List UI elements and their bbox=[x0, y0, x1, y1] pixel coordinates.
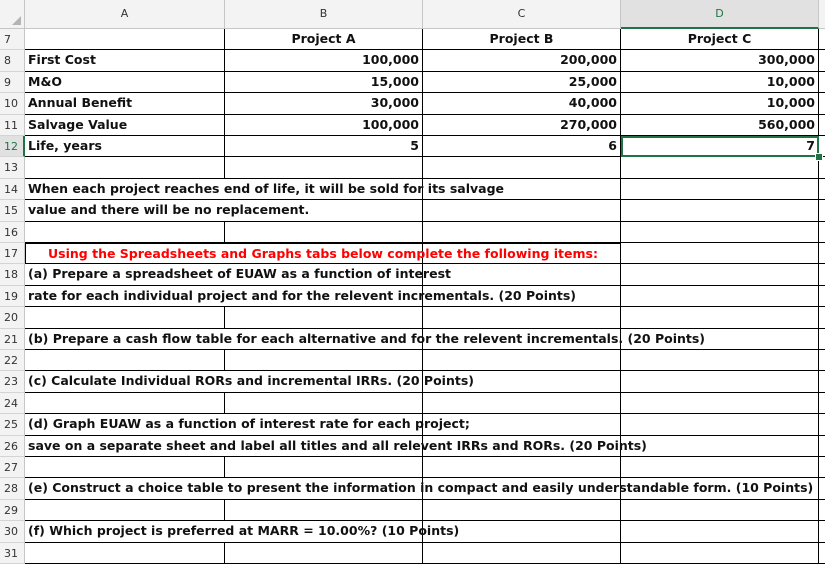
grid-cell[interactable] bbox=[621, 436, 819, 457]
instruction-text[interactable]: rate for each individual project and for the relevent incrementals. (20 Points) bbox=[25, 286, 619, 307]
value-cell-c[interactable]: 25,000 bbox=[423, 72, 621, 93]
instruction-text[interactable]: (e) Construct a choice table to present the information in compact and easily understandable form. (10 Points) bbox=[25, 478, 619, 499]
grid-cell[interactable] bbox=[25, 157, 225, 178]
column-header-c[interactable]: C bbox=[423, 0, 621, 29]
row-header-14[interactable]: 14 bbox=[0, 179, 25, 200]
grid-cell[interactable] bbox=[819, 29, 825, 50]
project-header-b[interactable]: Project A bbox=[225, 29, 423, 50]
row-header-7[interactable]: 7 bbox=[0, 29, 25, 50]
grid-cell[interactable] bbox=[25, 222, 225, 243]
grid-cell[interactable] bbox=[423, 307, 621, 328]
value-cell-b[interactable]: 100,000 bbox=[225, 50, 423, 71]
value-cell-d[interactable]: 10,000 bbox=[621, 93, 819, 114]
grid-cell[interactable] bbox=[819, 115, 825, 136]
grid-cell[interactable] bbox=[819, 93, 825, 114]
value-cell-d[interactable]: 300,000 bbox=[621, 50, 819, 71]
grid-cell[interactable] bbox=[25, 500, 225, 521]
grid-cell[interactable] bbox=[423, 393, 621, 414]
row-header-10[interactable]: 10 bbox=[0, 93, 25, 114]
row-header-26[interactable]: 26 bbox=[0, 436, 25, 457]
row-label-cell[interactable]: Annual Benefit bbox=[25, 93, 225, 114]
row-header-21[interactable]: 21 bbox=[0, 329, 25, 350]
value-cell-c[interactable]: 270,000 bbox=[423, 115, 621, 136]
grid-cell[interactable] bbox=[621, 350, 819, 371]
row-header-9[interactable]: 9 bbox=[0, 72, 25, 93]
grid-cell[interactable] bbox=[621, 222, 819, 243]
grid-cell[interactable] bbox=[819, 521, 825, 542]
value-cell-b[interactable]: 100,000 bbox=[225, 115, 423, 136]
grid-cell[interactable] bbox=[819, 50, 825, 71]
grid-cell[interactable] bbox=[621, 200, 819, 221]
value-cell-c[interactable]: 40,000 bbox=[423, 93, 621, 114]
grid-cell[interactable] bbox=[819, 436, 825, 457]
row-header-29[interactable]: 29 bbox=[0, 500, 25, 521]
grid-cell[interactable] bbox=[25, 307, 225, 328]
row-header-25[interactable]: 25 bbox=[0, 414, 25, 435]
grid-cell[interactable] bbox=[225, 457, 423, 478]
grid-cell[interactable] bbox=[819, 286, 825, 307]
row-label-cell[interactable]: First Cost bbox=[25, 50, 225, 71]
grid-cell[interactable] bbox=[621, 157, 819, 178]
grid-cell[interactable] bbox=[225, 500, 423, 521]
grid-cell[interactable] bbox=[819, 500, 825, 521]
row-header-8[interactable]: 8 bbox=[0, 50, 25, 71]
grid-cell[interactable] bbox=[25, 457, 225, 478]
grid-cell[interactable] bbox=[621, 371, 819, 392]
grid-cell[interactable] bbox=[819, 371, 825, 392]
grid-cell[interactable] bbox=[423, 500, 621, 521]
selected-cell-d12[interactable]: 7 bbox=[621, 136, 819, 157]
select-all-button[interactable] bbox=[0, 0, 25, 29]
row-header-22[interactable]: 22 bbox=[0, 350, 25, 371]
row-header-24[interactable]: 24 bbox=[0, 393, 25, 414]
row-header-13[interactable]: 13 bbox=[0, 157, 25, 178]
grid-cell[interactable] bbox=[225, 393, 423, 414]
grid-cell[interactable] bbox=[819, 243, 825, 264]
instruction-text[interactable]: (a) Prepare a spreadsheet of EUAW as a function of interest bbox=[25, 264, 619, 285]
grid-cell[interactable] bbox=[423, 457, 621, 478]
row-label-cell[interactable]: Life, years bbox=[25, 136, 225, 157]
column-header-e[interactable] bbox=[819, 0, 825, 29]
grid-cell[interactable] bbox=[621, 243, 819, 264]
instructions-heading[interactable]: Using the Spreadsheets and Graphs tabs below complete the following items: bbox=[25, 243, 621, 264]
row-header-15[interactable]: 15 bbox=[0, 200, 25, 221]
grid-cell[interactable] bbox=[819, 350, 825, 371]
instruction-text[interactable]: value and there will be no replacement. bbox=[25, 200, 619, 221]
row-header-31[interactable]: 31 bbox=[0, 543, 25, 564]
grid-cell[interactable] bbox=[225, 307, 423, 328]
grid-cell[interactable] bbox=[621, 286, 819, 307]
instruction-text[interactable]: save on a separate sheet and label all titles and all relevent IRRs and RORs. (20 Points) bbox=[25, 436, 619, 457]
grid-cell[interactable] bbox=[621, 264, 819, 285]
value-cell-b[interactable]: 5 bbox=[225, 136, 423, 157]
instruction-text[interactable]: When each project reaches end of life, it will be sold for its salvage bbox=[25, 179, 619, 200]
instruction-text[interactable]: (b) Prepare a cash flow table for each alternative and for the relevent incrementals. (20 Points) bbox=[25, 329, 619, 350]
instruction-text[interactable]: (d) Graph EUAW as a function of interest rate for each project; bbox=[25, 414, 619, 435]
grid-cell[interactable] bbox=[621, 393, 819, 414]
grid-cell[interactable] bbox=[25, 393, 225, 414]
row-header-20[interactable]: 20 bbox=[0, 307, 25, 328]
grid-cell[interactable] bbox=[621, 179, 819, 200]
grid-cell[interactable] bbox=[819, 393, 825, 414]
grid-cell[interactable] bbox=[225, 543, 423, 564]
fill-handle[interactable] bbox=[815, 153, 823, 161]
grid-cell[interactable] bbox=[423, 222, 621, 243]
row-label-cell[interactable]: Salvage Value bbox=[25, 115, 225, 136]
value-cell-c[interactable]: 6 bbox=[423, 136, 621, 157]
row-header-19[interactable]: 19 bbox=[0, 286, 25, 307]
grid-cell[interactable] bbox=[819, 264, 825, 285]
grid-cell[interactable] bbox=[819, 414, 825, 435]
value-cell-b[interactable]: 30,000 bbox=[225, 93, 423, 114]
grid-cell[interactable] bbox=[819, 72, 825, 93]
grid-cell[interactable] bbox=[819, 543, 825, 564]
project-header-c[interactable]: Project B bbox=[423, 29, 621, 50]
grid-cell[interactable] bbox=[423, 350, 621, 371]
row-header-18[interactable]: 18 bbox=[0, 264, 25, 285]
row-header-17[interactable]: 17 bbox=[0, 243, 25, 264]
value-cell-b[interactable]: 15,000 bbox=[225, 72, 423, 93]
grid-cell[interactable] bbox=[621, 521, 819, 542]
row-header-12[interactable]: 12 bbox=[0, 136, 25, 157]
grid-cell[interactable] bbox=[25, 350, 225, 371]
grid-cell[interactable] bbox=[621, 543, 819, 564]
grid-cell[interactable] bbox=[621, 307, 819, 328]
grid-cell[interactable] bbox=[423, 157, 621, 178]
grid-cell[interactable] bbox=[621, 457, 819, 478]
grid-cell[interactable] bbox=[819, 478, 825, 499]
grid-cell[interactable] bbox=[819, 179, 825, 200]
grid-cell[interactable] bbox=[225, 350, 423, 371]
grid-cell[interactable] bbox=[819, 457, 825, 478]
row-header-30[interactable]: 30 bbox=[0, 521, 25, 542]
grid-cell[interactable] bbox=[423, 543, 621, 564]
grid-cell[interactable] bbox=[225, 222, 423, 243]
row-header-11[interactable]: 11 bbox=[0, 115, 25, 136]
value-cell-d[interactable]: 560,000 bbox=[621, 115, 819, 136]
grid-cell[interactable] bbox=[819, 307, 825, 328]
grid-cell[interactable] bbox=[819, 200, 825, 221]
row-header-27[interactable]: 27 bbox=[0, 457, 25, 478]
grid-cell[interactable] bbox=[819, 222, 825, 243]
grid-cell[interactable] bbox=[621, 500, 819, 521]
project-header-d[interactable]: Project C bbox=[621, 29, 819, 50]
column-header-a[interactable]: A bbox=[25, 0, 225, 29]
row-header-28[interactable]: 28 bbox=[0, 478, 25, 499]
value-cell-d[interactable]: 10,000 bbox=[621, 72, 819, 93]
grid-cell[interactable] bbox=[25, 29, 225, 50]
column-header-d[interactable]: D bbox=[621, 0, 819, 29]
instruction-text[interactable]: (f) Which project is preferred at MARR = 10.00%? (10 Points) bbox=[25, 521, 619, 542]
grid-cell[interactable] bbox=[819, 329, 825, 350]
grid-cell[interactable] bbox=[621, 414, 819, 435]
row-header-23[interactable]: 23 bbox=[0, 371, 25, 392]
grid-cell[interactable] bbox=[225, 157, 423, 178]
grid-cell[interactable] bbox=[25, 543, 225, 564]
select-all-triangle-icon bbox=[12, 16, 21, 25]
column-header-b[interactable]: B bbox=[225, 0, 423, 29]
instruction-text[interactable]: (c) Calculate Individual RORs and incremental IRRs. (20 Points) bbox=[25, 371, 619, 392]
row-label-cell[interactable]: M&O bbox=[25, 72, 225, 93]
row-header-16[interactable]: 16 bbox=[0, 222, 25, 243]
value-cell-c[interactable]: 200,000 bbox=[423, 50, 621, 71]
